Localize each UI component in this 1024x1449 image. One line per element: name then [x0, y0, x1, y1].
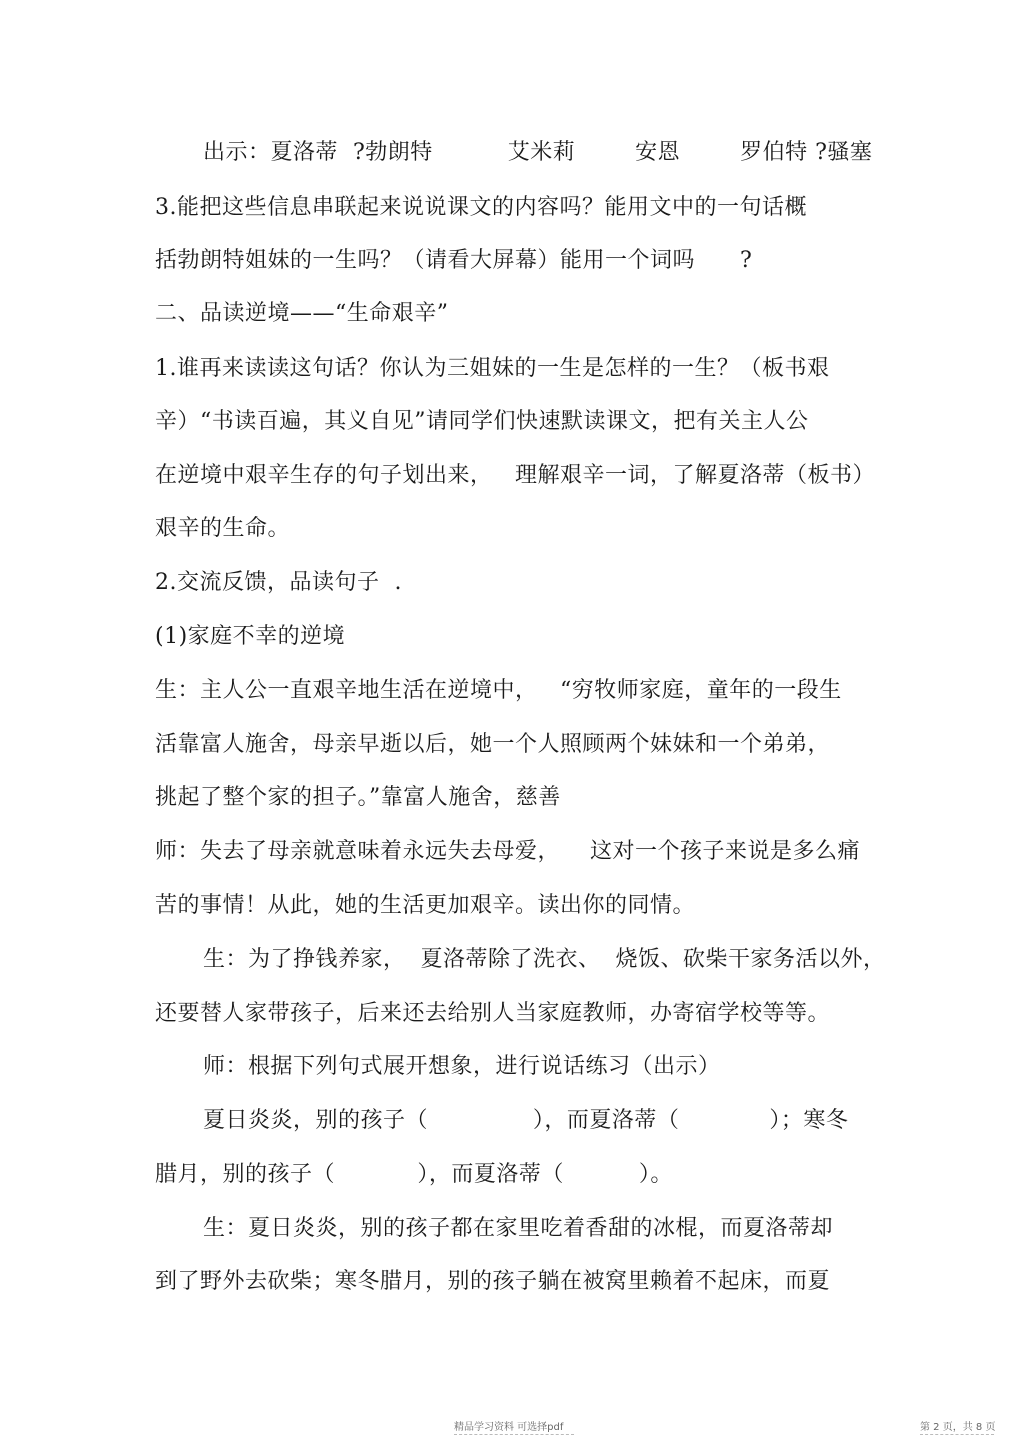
text-line: 生：主人公一直艰辛地生活在逆境中， “穷牧师家庭，童年的一段生 [155, 678, 842, 703]
text-line: 师：根据下列句式展开想象，进行说话练习（出示） [203, 1054, 721, 1079]
text-line: 腊月，别的孩子（ ），而夏洛蒂（ ）。 [155, 1162, 673, 1187]
text-line: 出示：夏洛蒂 ?勃朗特 艾米莉 安恩 罗伯特 ?骚塞 [203, 140, 873, 165]
text-line: 生：为了挣钱养家， 夏洛蒂除了洗衣、 烧饭、砍柴干家务活以外， [203, 947, 886, 972]
footer-source-note: 精品学习资料 可选择pdf [454, 1422, 564, 1433]
page-number: 第 2 页，共 8 页 [920, 1422, 996, 1433]
text-line: 2.交流反馈，品读句子 . [155, 570, 402, 595]
text-line: 师：失去了母亲就意味着永远失去母爱， 这对一个孩子来说是多么痛 [155, 839, 860, 864]
text-line: 括勃朗特姐妹的一生吗？（请看大屏幕）能用一个词吗 ? [155, 248, 753, 273]
text-line: 在逆境中艰辛生存的句子划出来， 理解艰辛一词，了解夏洛蒂（板书） [155, 463, 875, 488]
text-line: 艰辛的生命。 [155, 516, 291, 541]
text-line: 挑起了整个家的担子。”靠富人施舍，慈善 [155, 785, 561, 810]
subsection-heading: (1)家庭不幸的逆境 [155, 624, 346, 649]
footer-divider [454, 1434, 574, 1435]
text-line: 到了野外去砍柴；寒冬腊月，别的孩子躺在被窝里赖着不起床，而夏 [155, 1269, 831, 1294]
text-line: 3.能把这些信息串联起来说说课文的内容吗？能用文中的一句话概 [155, 195, 807, 220]
text-line: 苦的事情！从此，她的生活更加艰辛。读出你的同情。 [155, 893, 696, 918]
text-line: 辛）“书读百遍，其义自见”请同学们快速默读课文，把有关主人公 [155, 409, 809, 434]
text-line: 1.谁再来读读这句话？你认为三姐妹的一生是怎样的一生？（板书艰 [155, 356, 830, 381]
footer-divider [920, 1434, 994, 1435]
text-line: 生：夏日炎炎，别的孩子都在家里吃着香甜的冰棍，而夏洛蒂却 [203, 1216, 834, 1241]
text-line: 活靠富人施舍，母亲早逝以后，她一个人照顾两个妹妹和一个弟弟， [155, 732, 831, 757]
text-line: 还要替人家带孩子，后来还去给别人当家庭教师，办寄宿学校等等。 [155, 1001, 831, 1026]
section-heading: 二、品读逆境——“生命艰辛” [155, 301, 449, 326]
text-line: 夏日炎炎，别的孩子（ ），而夏洛蒂（ ）；寒冬 [203, 1108, 849, 1133]
